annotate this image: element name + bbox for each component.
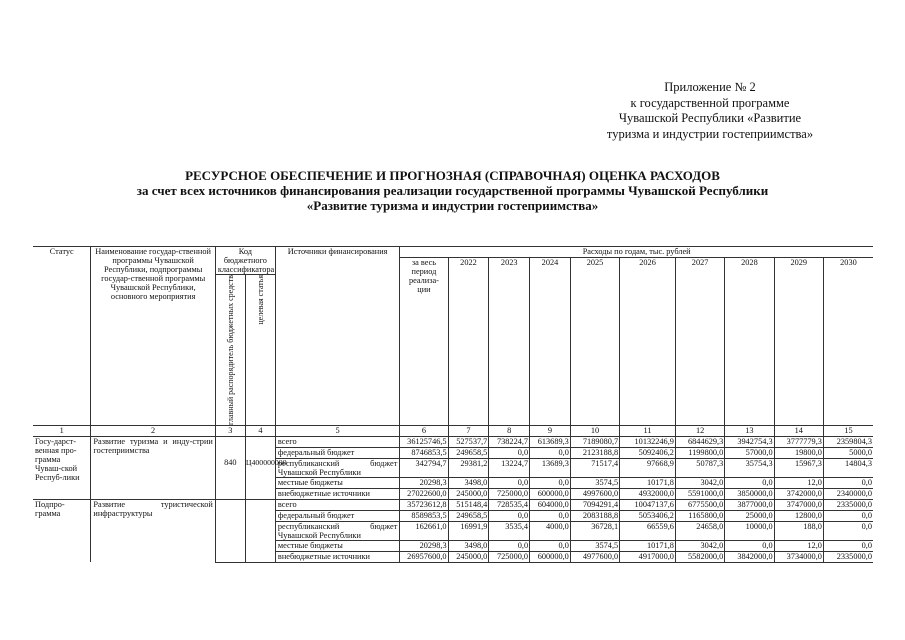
header-expenses: Расходы по годам, тыс. рублей — [400, 247, 873, 258]
manager-code-cell — [215, 477, 245, 488]
amount-cell: 5000,0 — [823, 447, 873, 458]
funding-source: федеральный бюджет — [275, 447, 399, 458]
amount-cell: 6775500,0 — [675, 499, 724, 510]
amount-cell: 0,0 — [530, 447, 571, 458]
funding-source: республиканский бюджет Чувашской Республики — [275, 521, 399, 540]
amount-cell: 738224,7 — [489, 436, 530, 447]
target-code-cell — [245, 521, 275, 540]
section-name: Развитие туристической инфраструктуры — [91, 499, 215, 562]
column-number: 2 — [91, 425, 215, 436]
amount-cell: 10132246,9 — [620, 436, 676, 447]
amount-cell: 3734000,0 — [774, 551, 823, 562]
amount-cell: 2340000,0 — [823, 488, 873, 499]
appendix-line-2: к государственной программе — [630, 95, 790, 110]
amount-cell: 29381,2 — [448, 458, 489, 477]
amount-cell: 5053406,2 — [620, 510, 676, 521]
amount-cell: 13689,3 — [530, 458, 571, 477]
target-code-cell — [245, 477, 275, 488]
amount-cell: 2335000,0 — [823, 551, 873, 562]
header-year-2029: 2029 — [774, 258, 823, 426]
amount-cell: 71517,4 — [570, 458, 619, 477]
amount-cell: 5591000,0 — [675, 488, 724, 499]
header-main-manager — [215, 275, 245, 426]
header-total-period: за весь период реализа-ции — [400, 258, 448, 426]
amount-cell: 3877000,0 — [725, 499, 774, 510]
amount-cell: 2083188,8 — [570, 510, 619, 521]
header-year-2030: 2030 — [823, 258, 873, 426]
amount-cell: 600000,0 — [530, 488, 571, 499]
amount-cell: 249658,5 — [448, 510, 489, 521]
amount-cell: 728535,4 — [489, 499, 530, 510]
amount-cell: 3942754,3 — [725, 436, 774, 447]
amount-cell: 0,0 — [489, 540, 530, 551]
amount-cell: 97668,9 — [620, 458, 676, 477]
amount-cell: 6844629,3 — [675, 436, 724, 447]
amount-cell: 2123188,8 — [570, 447, 619, 458]
header-year-2025: 2025 — [570, 258, 619, 426]
manager-code-cell: 840 — [215, 458, 245, 477]
column-number: 15 — [823, 425, 873, 436]
column-number: 10 — [570, 425, 619, 436]
amount-cell: 26957600,0 — [400, 551, 448, 562]
funding-source: всего — [275, 436, 399, 447]
table-row — [33, 436, 873, 447]
amount-cell: 245000,0 — [448, 488, 489, 499]
amount-cell: 245000,0 — [448, 551, 489, 562]
amount-cell: 4977600,0 — [570, 551, 619, 562]
amount-cell: 35754,3 — [725, 458, 774, 477]
amount-cell: 8746853,5 — [400, 447, 448, 458]
column-number: 14 — [774, 425, 823, 436]
amount-cell: 0,0 — [725, 540, 774, 551]
manager-code-cell — [215, 551, 245, 562]
amount-cell: 4932000,0 — [620, 488, 676, 499]
target-code-cell — [245, 540, 275, 551]
appendix-line-1: Приложение № 2 — [664, 80, 756, 94]
column-number: 11 — [620, 425, 676, 436]
column-number: 12 — [675, 425, 724, 436]
manager-code-cell — [215, 447, 245, 458]
section-status: Госу-дарст-венная про-грамма Чуваш-ской Респуб-лики — [33, 436, 91, 499]
target-code-cell — [245, 551, 275, 562]
amount-cell: 0,0 — [725, 477, 774, 488]
target-code-cell — [245, 488, 275, 499]
funding-source: федеральный бюджет — [275, 510, 399, 521]
amount-cell: 0,0 — [489, 510, 530, 521]
column-number: 1 — [33, 425, 91, 436]
amount-cell: 25000,0 — [725, 510, 774, 521]
amount-cell: 342794,7 — [400, 458, 448, 477]
amount-cell: 1199800,0 — [675, 447, 724, 458]
amount-cell: 12,0 — [774, 477, 823, 488]
header-year-2026: 2026 — [620, 258, 676, 426]
amount-cell: 5582000,0 — [675, 551, 724, 562]
amount-cell: 0,0 — [530, 540, 571, 551]
amount-cell: 527537,7 — [448, 436, 489, 447]
column-number: 3 — [215, 425, 245, 436]
target-code-cell — [245, 510, 275, 521]
section-status: Подпро-грамма — [33, 499, 91, 562]
amount-cell: 36125746,5 — [400, 436, 448, 447]
amount-cell: 13224,7 — [489, 458, 530, 477]
header-year-2027: 2027 — [675, 258, 724, 426]
amount-cell: 0,0 — [823, 521, 873, 540]
amount-cell: 3747000,0 — [774, 499, 823, 510]
target-code-cell — [245, 499, 275, 510]
amount-cell: 3574,5 — [570, 540, 619, 551]
amount-cell: 3742000,0 — [774, 488, 823, 499]
amount-cell: 4000,0 — [530, 521, 571, 540]
amount-cell: 16991,9 — [448, 521, 489, 540]
amount-cell: 2359804,3 — [823, 436, 873, 447]
amount-cell: 36728,1 — [570, 521, 619, 540]
manager-code-cell — [215, 488, 245, 499]
amount-cell: 725000,0 — [489, 551, 530, 562]
header-year-2028: 2028 — [725, 258, 774, 426]
amount-cell: 5092406,2 — [620, 447, 676, 458]
amount-cell: 10171,8 — [620, 477, 676, 488]
header-budget-code: Код бюджетного классификатора — [215, 247, 275, 275]
funding-source: местные бюджеты — [275, 540, 399, 551]
header-sources: Источники финансирования — [275, 247, 399, 426]
funding-source: республиканский бюджет Чувашской Республики — [275, 458, 399, 477]
amount-cell: 4997600,0 — [570, 488, 619, 499]
header-year-2024: 2024 — [530, 258, 571, 426]
target-code-cell: Ц400000000 — [245, 458, 275, 477]
table-row — [33, 499, 873, 510]
amount-cell: 3842000,0 — [725, 551, 774, 562]
appendix-line-4: туризма и индустрии гостеприимства» — [606, 126, 814, 141]
amount-cell: 50787,3 — [675, 458, 724, 477]
amount-cell: 0,0 — [823, 477, 873, 488]
amount-cell: 20298,3 — [400, 540, 448, 551]
amount-cell: 1165800,0 — [675, 510, 724, 521]
amount-cell: 3042,0 — [675, 477, 724, 488]
amount-cell: 66559,6 — [620, 521, 676, 540]
column-number: 8 — [489, 425, 530, 436]
funding-source: внебюджетные источники — [275, 551, 399, 562]
amount-cell: 14804,3 — [823, 458, 873, 477]
manager-code-cell — [215, 540, 245, 551]
target-code-cell — [245, 447, 275, 458]
funding-source: внебюджетные источники — [275, 488, 399, 499]
amount-cell: 3498,0 — [448, 540, 489, 551]
amount-cell: 3574,5 — [570, 477, 619, 488]
title-line-3: «Развитие туризма и индустрии гостеприимства» — [306, 198, 599, 213]
amount-cell: 2335000,0 — [823, 499, 873, 510]
column-number: 5 — [275, 425, 399, 436]
amount-cell: 15967,3 — [774, 458, 823, 477]
amount-cell: 24658,0 — [675, 521, 724, 540]
header-target-article — [245, 275, 275, 426]
header-name: Наименование государ-ственной программы Чувашской Республики, подпрограммы государ-ственной программы Чувашской Республики, основного мероприятия — [91, 247, 215, 426]
amount-cell: 3535,4 — [489, 521, 530, 540]
title-line-1: РЕСУРСНОЕ ОБЕСПЕЧЕНИЕ И ПРОГНОЗНАЯ (СПРАВОЧНАЯ) ОЦЕНКА РАСХОДОВ — [185, 168, 720, 183]
amount-cell: 613689,3 — [530, 436, 571, 447]
amount-cell: 3850000,0 — [725, 488, 774, 499]
amount-cell: 0,0 — [823, 510, 873, 521]
resource-table — [33, 246, 873, 563]
amount-cell: 10171,8 — [620, 540, 676, 551]
header-target-article-label: целевая статья — [255, 275, 265, 325]
amount-cell: 0,0 — [530, 477, 571, 488]
header-year-2022: 2022 — [448, 258, 489, 426]
amount-cell: 35723612,8 — [400, 499, 448, 510]
amount-cell: 249658,5 — [448, 447, 489, 458]
amount-cell: 4917000,0 — [620, 551, 676, 562]
column-number: 9 — [530, 425, 571, 436]
amount-cell: 27022600,0 — [400, 488, 448, 499]
amount-cell: 162661,0 — [400, 521, 448, 540]
column-number: 13 — [725, 425, 774, 436]
amount-cell: 10000,0 — [725, 521, 774, 540]
column-numbers-row — [33, 425, 873, 436]
amount-cell: 0,0 — [823, 540, 873, 551]
target-code-cell — [245, 436, 275, 447]
amount-cell: 12,0 — [774, 540, 823, 551]
amount-cell: 7094291,4 — [570, 499, 619, 510]
appendix-note — [560, 80, 860, 142]
amount-cell: 604000,0 — [530, 499, 571, 510]
appendix-line-3: Чувашской Республики «Развитие — [618, 111, 802, 125]
header-main-manager-label: главный распорядитель бюджетных средств — [225, 275, 235, 425]
table-body — [33, 436, 873, 562]
amount-cell: 57000,0 — [725, 447, 774, 458]
manager-code-cell — [215, 499, 245, 510]
document-title — [0, 168, 905, 213]
amount-cell: 188,0 — [774, 521, 823, 540]
amount-cell: 20298,3 — [400, 477, 448, 488]
manager-code-cell — [215, 436, 245, 447]
amount-cell: 7189080,7 — [570, 436, 619, 447]
amount-cell: 3777779,3 — [774, 436, 823, 447]
amount-cell: 3498,0 — [448, 477, 489, 488]
amount-cell: 725000,0 — [489, 488, 530, 499]
column-number: 4 — [245, 425, 275, 436]
amount-cell: 0,0 — [489, 477, 530, 488]
column-number: 6 — [400, 425, 448, 436]
manager-code-cell — [215, 510, 245, 521]
amount-cell: 600000,0 — [530, 551, 571, 562]
amount-cell: 515148,4 — [448, 499, 489, 510]
amount-cell: 10047137,6 — [620, 499, 676, 510]
amount-cell: 12800,0 — [774, 510, 823, 521]
amount-cell: 0,0 — [489, 447, 530, 458]
amount-cell: 19800,0 — [774, 447, 823, 458]
header-status: Статус — [33, 247, 91, 426]
title-line-2: за счет всех источников финансирования реализации государственной программы Чувашской Республики — [136, 183, 769, 198]
column-number: 7 — [448, 425, 489, 436]
manager-code-cell — [215, 521, 245, 540]
amount-cell: 0,0 — [530, 510, 571, 521]
amount-cell: 8589853,5 — [400, 510, 448, 521]
funding-source: всего — [275, 499, 399, 510]
section-name: Развитие туризма и инду-стрии гостеприимства — [91, 436, 215, 499]
amount-cell: 3042,0 — [675, 540, 724, 551]
header-year-2023: 2023 — [489, 258, 530, 426]
funding-source: местные бюджеты — [275, 477, 399, 488]
